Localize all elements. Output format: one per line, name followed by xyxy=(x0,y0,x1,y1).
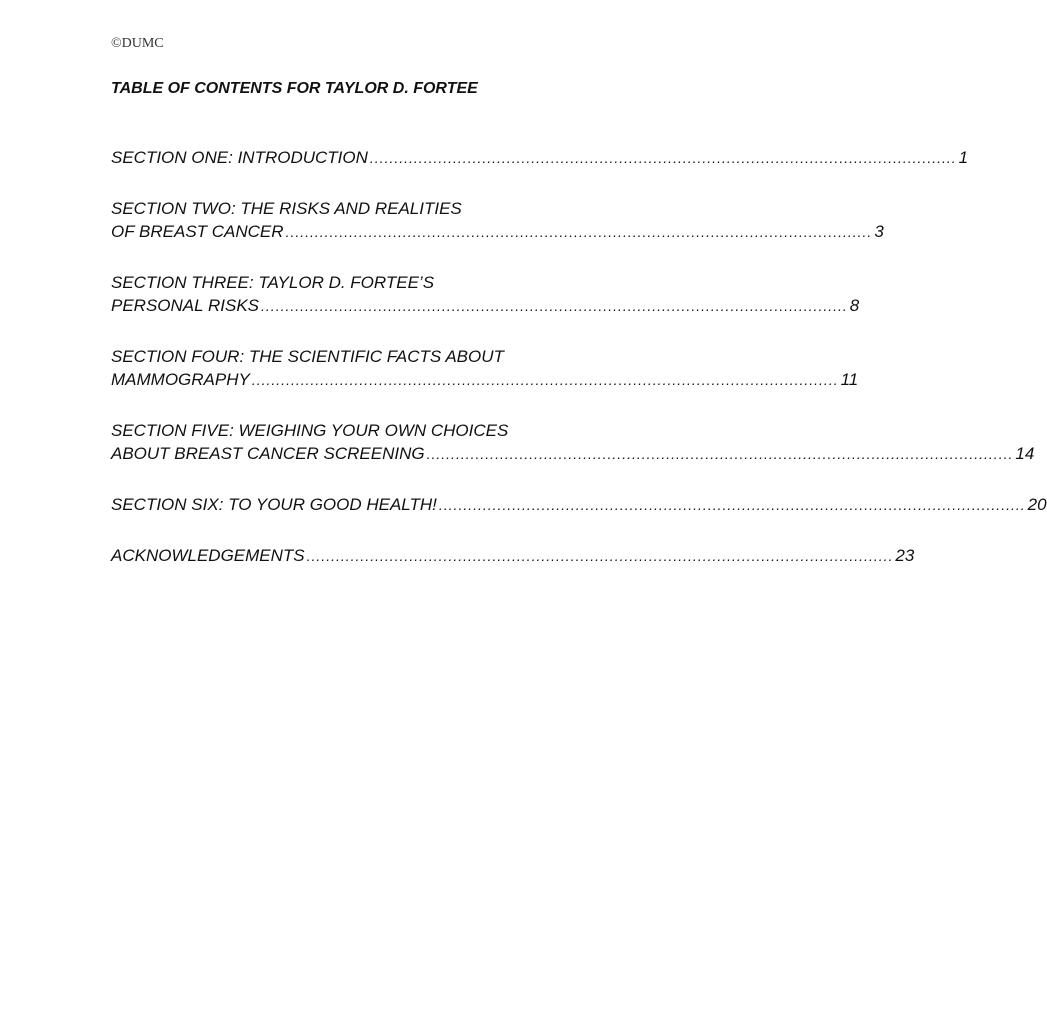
copyright-notice: ©DUMC xyxy=(111,36,164,51)
dot-leader: ........................................................................................................................ xyxy=(369,150,957,166)
toc-entry-title-line1: SECTION FOUR: THE SCIENTIFIC FACTS ABOUT xyxy=(111,347,504,366)
page-title: TABLE OF CONTENTS FOR TAYLOR D. FORTEE xyxy=(111,80,478,97)
dot-leader: ........................................................................................................................ xyxy=(285,224,873,240)
dot-leader: ........................................................................................................................ xyxy=(251,372,839,388)
toc-entry-title: OF BREAST CANCER xyxy=(111,222,284,241)
toc-entry-row xyxy=(111,442,1035,466)
toc-entry-title-line1: SECTION TWO: THE RISKS AND REALITIES xyxy=(111,199,462,218)
dot-leader: ........................................................................................................................ xyxy=(426,446,1014,462)
table-of-contents xyxy=(111,146,1047,595)
toc-entry-title: ABOUT BREAST CANCER SCREENING xyxy=(111,444,425,463)
toc-entry-section-four[interactable] xyxy=(111,345,859,392)
toc-page-number: 14 xyxy=(1015,444,1035,463)
toc-entry-title: ACKNOWLEDGEMENTS xyxy=(111,546,305,565)
toc-page-number: 1 xyxy=(958,148,969,167)
dot-leader: ........................................................................................................................ xyxy=(438,497,1026,513)
toc-entry-row xyxy=(111,493,1047,517)
toc-entry-title: PERSONAL RISKS xyxy=(111,296,260,315)
toc-entry-row xyxy=(111,220,884,244)
toc-page-number: 11 xyxy=(840,370,859,389)
toc-page-number: 3 xyxy=(874,222,884,241)
toc-entry-title: SECTION SIX: TO YOUR GOOD HEALTH! xyxy=(111,495,437,514)
toc-entry-row xyxy=(111,294,860,318)
toc-entry-row xyxy=(111,146,969,170)
dot-leader: ........................................................................................................................ xyxy=(261,298,848,314)
toc-entry-section-six[interactable] xyxy=(111,493,1047,517)
toc-entry-section-one[interactable] xyxy=(111,146,969,170)
toc-entry-acknowledgements[interactable] xyxy=(111,544,915,568)
toc-entry-title-line1: SECTION FIVE: WEIGHING YOUR OWN CHOICES xyxy=(111,421,509,440)
toc-page-number: 8 xyxy=(849,296,860,315)
dot-leader: ........................................................................................................................ xyxy=(306,548,894,564)
toc-page-number: 20 xyxy=(1027,495,1047,514)
toc-entry-title-line1: SECTION THREE: TAYLOR D. FORTEE’S xyxy=(111,273,435,292)
toc-entry-title: MAMMOGRAPHY xyxy=(111,370,250,389)
toc-page-number: 23 xyxy=(895,546,915,565)
toc-entry-title: SECTION ONE: INTRODUCTION xyxy=(111,148,368,167)
toc-entry-section-five[interactable] xyxy=(111,419,1035,466)
toc-entry-row xyxy=(111,368,859,392)
toc-entry-section-two[interactable] xyxy=(111,197,884,244)
toc-entry-row xyxy=(111,544,915,568)
toc-entry-section-three[interactable] xyxy=(111,271,860,318)
